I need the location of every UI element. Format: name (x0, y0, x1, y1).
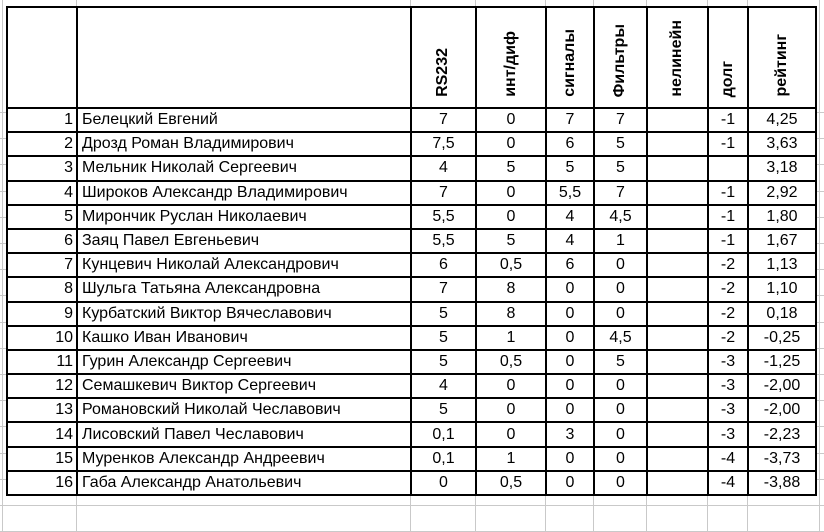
row-number-cell[interactable]: 3 (7, 156, 77, 180)
header-cell-dolg[interactable] (708, 7, 748, 108)
row-number-cell[interactable]: 16 (7, 471, 77, 495)
student-name-cell[interactable]: Дрозд Роман Владимирович (77, 132, 411, 156)
score-cell-reiting[interactable]: 1,67 (748, 229, 816, 253)
student-name-cell[interactable]: Широков Александр Владимирович (77, 181, 411, 205)
score-cell-reiting[interactable]: -0,25 (748, 326, 816, 350)
score-cell-filtry[interactable]: 0 (594, 447, 647, 471)
row-number-cell[interactable]: 10 (7, 326, 77, 350)
table-row (7, 156, 816, 180)
grades-table (6, 6, 817, 496)
score-cell-int-dif[interactable]: 0 (476, 398, 546, 422)
row-number-cell[interactable]: 14 (7, 422, 77, 446)
score-cell-signaly[interactable]: 0 (546, 350, 594, 374)
table-row (7, 181, 816, 205)
score-cell-nelinein[interactable] (647, 253, 708, 277)
score-cell-filtry[interactable]: 0 (594, 277, 647, 301)
score-cell-filtry[interactable]: 0 (594, 253, 647, 277)
score-cell-nelinein[interactable] (647, 181, 708, 205)
table-row (7, 350, 816, 374)
score-cell-signaly[interactable]: 0 (546, 398, 594, 422)
score-cell-rs232[interactable]: 7 (411, 277, 476, 301)
score-cell-reiting[interactable]: 1,13 (748, 253, 816, 277)
table-row (7, 447, 816, 471)
header-cell-int-dif[interactable] (476, 7, 546, 108)
score-cell-int-dif[interactable]: 5 (476, 156, 546, 180)
score-cell-reiting[interactable]: -1,25 (748, 350, 816, 374)
student-name-cell[interactable]: Лисовский Павел Чеславович (77, 422, 411, 446)
student-name-cell[interactable]: Кунцевич Николай Александрович (77, 253, 411, 277)
student-name-cell[interactable]: Белецкий Евгений (77, 108, 411, 132)
score-cell-signaly[interactable]: 0 (546, 302, 594, 326)
row-number-cell[interactable]: 12 (7, 374, 77, 398)
table-row (7, 108, 816, 132)
score-cell-signaly[interactable]: 0 (546, 326, 594, 350)
table-row (7, 398, 816, 422)
score-cell-signaly[interactable]: 0 (546, 447, 594, 471)
column-label-int-dif: инт/диф (501, 31, 519, 97)
score-cell-rs232[interactable]: 6 (411, 253, 476, 277)
score-cell-nelinein[interactable] (647, 374, 708, 398)
score-cell-nelinein[interactable] (647, 229, 708, 253)
score-cell-reiting[interactable]: 0,18 (748, 302, 816, 326)
score-cell-rs232[interactable]: 7,5 (411, 132, 476, 156)
score-cell-int-dif[interactable]: 0 (476, 422, 546, 446)
header-cell-nelinein[interactable] (647, 7, 708, 108)
table-row (7, 132, 816, 156)
student-name-cell[interactable]: Гурин Александр Сергеевич (77, 350, 411, 374)
header-cell-rownum-blank[interactable] (7, 7, 77, 108)
student-name-cell[interactable]: Муренков Александр Андреевич (77, 447, 411, 471)
score-cell-rs232[interactable]: 5 (411, 398, 476, 422)
score-cell-int-dif[interactable]: 1 (476, 447, 546, 471)
student-name-cell[interactable]: Заяц Павел Евгеньевич (77, 229, 411, 253)
row-number-cell[interactable]: 8 (7, 277, 77, 301)
score-cell-signaly[interactable]: 4 (546, 229, 594, 253)
table-row (7, 205, 816, 229)
score-cell-int-dif[interactable]: 8 (476, 277, 546, 301)
score-cell-signaly[interactable]: 7 (546, 108, 594, 132)
header-row (7, 7, 816, 108)
row-number-cell[interactable]: 1 (7, 108, 77, 132)
score-cell-signaly[interactable]: 0 (546, 374, 594, 398)
score-cell-reiting[interactable]: -2,00 (748, 374, 816, 398)
score-cell-rs232[interactable]: 5,5 (411, 229, 476, 253)
score-cell-int-dif[interactable]: 1 (476, 326, 546, 350)
score-cell-signaly[interactable]: 0 (546, 277, 594, 301)
score-cell-filtry[interactable]: 0 (594, 471, 647, 495)
score-cell-rs232[interactable]: 4 (411, 156, 476, 180)
score-cell-dolg[interactable]: -2 (708, 302, 748, 326)
header-cell-signaly[interactable] (546, 7, 594, 108)
score-cell-filtry[interactable]: 4,5 (594, 205, 647, 229)
column-label-filtry: Фильтры (611, 23, 629, 97)
score-cell-dolg[interactable]: -4 (708, 471, 748, 495)
score-cell-int-dif[interactable]: 8 (476, 302, 546, 326)
score-cell-dolg[interactable]: -3 (708, 374, 748, 398)
score-cell-int-dif[interactable]: 0,5 (476, 253, 546, 277)
student-name-cell[interactable]: Мельник Николай Сергеевич (77, 156, 411, 180)
score-cell-nelinein[interactable] (647, 156, 708, 180)
score-cell-int-dif[interactable]: 0 (476, 108, 546, 132)
score-cell-dolg[interactable]: -2 (708, 253, 748, 277)
score-cell-filtry[interactable]: 5 (594, 156, 647, 180)
score-cell-nelinein[interactable] (647, 350, 708, 374)
score-cell-rs232[interactable]: 4 (411, 374, 476, 398)
score-cell-nelinein[interactable] (647, 447, 708, 471)
score-cell-filtry[interactable]: 0 (594, 422, 647, 446)
score-cell-rs232[interactable]: 0 (411, 471, 476, 495)
row-number-cell[interactable]: 2 (7, 132, 77, 156)
table-row (7, 374, 816, 398)
score-cell-nelinein[interactable] (647, 398, 708, 422)
score-cell-int-dif[interactable]: 0,5 (476, 350, 546, 374)
score-cell-dolg[interactable]: -2 (708, 326, 748, 350)
row-number-cell[interactable]: 15 (7, 447, 77, 471)
table-row (7, 253, 816, 277)
score-cell-nelinein[interactable] (647, 422, 708, 446)
table-row (7, 229, 816, 253)
score-cell-rs232[interactable]: 7 (411, 108, 476, 132)
column-label-dolg: долг (718, 60, 736, 97)
score-cell-dolg[interactable]: -4 (708, 447, 748, 471)
score-cell-dolg[interactable]: -1 (708, 108, 748, 132)
table-row (7, 326, 816, 350)
student-name-cell[interactable]: Мирончик Руслан Николаевич (77, 205, 411, 229)
row-number-cell[interactable]: 7 (7, 253, 77, 277)
score-cell-signaly[interactable]: 6 (546, 253, 594, 277)
student-name-cell[interactable]: Шульга Татьяна Александровна (77, 277, 411, 301)
score-cell-filtry[interactable]: 7 (594, 181, 647, 205)
score-cell-reiting[interactable]: 1,10 (748, 277, 816, 301)
score-cell-reiting[interactable]: 3,63 (748, 132, 816, 156)
row-number-cell[interactable]: 6 (7, 229, 77, 253)
score-cell-filtry[interactable]: 0 (594, 302, 647, 326)
row-number-cell[interactable]: 9 (7, 302, 77, 326)
score-cell-dolg[interactable]: -3 (708, 350, 748, 374)
score-cell-reiting[interactable]: 3,18 (748, 156, 816, 180)
row-number-cell[interactable]: 11 (7, 350, 77, 374)
score-cell-rs232[interactable]: 5 (411, 302, 476, 326)
student-name-cell[interactable]: Курбатский Виктор Вячеславович (77, 302, 411, 326)
score-cell-filtry[interactable]: 0 (594, 374, 647, 398)
score-cell-nelinein[interactable] (647, 277, 708, 301)
column-label-nelinein: нелинейн (668, 20, 686, 97)
score-cell-rs232[interactable]: 5 (411, 326, 476, 350)
student-name-cell[interactable]: Семашкевич Виктор Сергеевич (77, 374, 411, 398)
score-cell-int-dif[interactable]: 0 (476, 132, 546, 156)
score-cell-filtry[interactable]: 5 (594, 132, 647, 156)
table-row (7, 302, 816, 326)
row-number-cell[interactable]: 5 (7, 205, 77, 229)
score-cell-reiting[interactable]: 4,25 (748, 108, 816, 132)
score-cell-reiting[interactable]: -2,23 (748, 422, 816, 446)
score-cell-filtry[interactable]: 7 (594, 108, 647, 132)
score-cell-dolg[interactable]: -1 (708, 205, 748, 229)
student-name-cell[interactable]: Габа Александр Анатольевич (77, 471, 411, 495)
student-name-cell[interactable]: Кашко Иван Иванович (77, 326, 411, 350)
score-cell-nelinein[interactable] (647, 326, 708, 350)
student-name-cell[interactable]: Романовский Николай Чеславович (77, 398, 411, 422)
column-label-reiting: рейтинг (772, 34, 790, 97)
table-row (7, 277, 816, 301)
column-label-rs232: RS232 (434, 48, 452, 97)
score-cell-rs232[interactable]: 7 (411, 181, 476, 205)
score-cell-rs232[interactable]: 5 (411, 350, 476, 374)
row-number-cell[interactable]: 13 (7, 398, 77, 422)
score-cell-rs232[interactable]: 0,1 (411, 447, 476, 471)
score-cell-reiting[interactable]: -3,88 (748, 471, 816, 495)
score-cell-filtry[interactable]: 5 (594, 350, 647, 374)
table-body (7, 108, 816, 495)
table-row (7, 471, 816, 495)
score-cell-signaly[interactable]: 5 (546, 156, 594, 180)
score-cell-nelinein[interactable] (647, 205, 708, 229)
score-cell-dolg[interactable]: -2 (708, 277, 748, 301)
score-cell-filtry[interactable]: 1 (594, 229, 647, 253)
score-cell-signaly[interactable]: 4 (546, 205, 594, 229)
score-cell-dolg[interactable]: -1 (708, 132, 748, 156)
score-cell-int-dif[interactable]: 0 (476, 181, 546, 205)
score-cell-int-dif[interactable]: 0,5 (476, 471, 546, 495)
score-cell-signaly[interactable]: 6 (546, 132, 594, 156)
score-cell-dolg[interactable]: -1 (708, 181, 748, 205)
score-cell-reiting[interactable]: -3,73 (748, 447, 816, 471)
score-cell-int-dif[interactable]: 0 (476, 205, 546, 229)
score-cell-reiting[interactable]: 1,80 (748, 205, 816, 229)
score-cell-rs232[interactable]: 0,1 (411, 422, 476, 446)
score-cell-rs232[interactable]: 5,5 (411, 205, 476, 229)
score-cell-nelinein[interactable] (647, 132, 708, 156)
score-cell-dolg[interactable]: -3 (708, 398, 748, 422)
header-cell-rs232[interactable] (411, 7, 476, 108)
score-cell-int-dif[interactable]: 0 (476, 374, 546, 398)
score-cell-filtry[interactable]: 0 (594, 398, 647, 422)
score-cell-int-dif[interactable]: 5 (476, 229, 546, 253)
score-cell-nelinein[interactable] (647, 108, 708, 132)
score-cell-dolg[interactable] (708, 156, 748, 180)
score-cell-reiting[interactable]: 2,92 (748, 181, 816, 205)
score-cell-nelinein[interactable] (647, 302, 708, 326)
gridline-horizontal (0, 505, 824, 506)
header-cell-name-blank[interactable] (77, 7, 411, 108)
column-label-signaly: сигналы (560, 29, 578, 97)
row-number-cell[interactable]: 4 (7, 181, 77, 205)
score-cell-signaly[interactable]: 3 (546, 422, 594, 446)
score-cell-filtry[interactable]: 4,5 (594, 326, 647, 350)
score-cell-signaly[interactable]: 5,5 (546, 181, 594, 205)
score-cell-dolg[interactable]: -1 (708, 229, 748, 253)
header-cell-reiting[interactable] (748, 7, 816, 108)
score-cell-signaly[interactable]: 0 (546, 471, 594, 495)
table-row (7, 422, 816, 446)
header-cell-filtry[interactable] (594, 7, 647, 108)
score-cell-nelinein[interactable] (647, 471, 708, 495)
score-cell-reiting[interactable]: -2,00 (748, 398, 816, 422)
score-cell-dolg[interactable]: -3 (708, 422, 748, 446)
